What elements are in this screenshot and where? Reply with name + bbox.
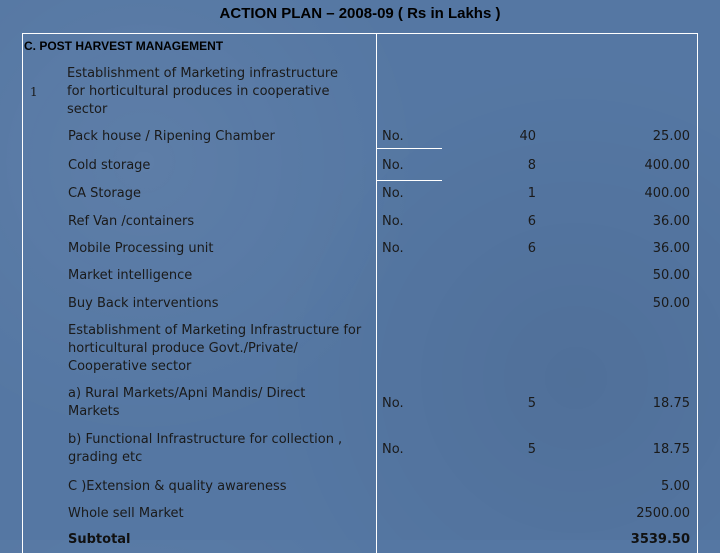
section-heading: C. POST HARVEST MANAGEMENT	[24, 39, 224, 53]
row-unit: No.	[382, 129, 404, 144]
row-unit: No.	[382, 396, 404, 411]
subtotal-label: Subtotal	[68, 532, 131, 547]
column-divider-item	[376, 33, 377, 553]
row-item: Pack house / Ripening Chamber	[68, 129, 275, 144]
row-qty: 6	[527, 241, 536, 256]
row-amount: 400.00	[644, 186, 690, 201]
row-qty: 6	[527, 214, 536, 229]
row-item: Cold storage	[68, 158, 151, 173]
row-item: b) Functional Infrastructure for collection , grading etc	[68, 432, 343, 465]
row-item: Mobile Processing unit	[68, 241, 214, 256]
row-qty: 40	[519, 129, 536, 144]
group-heading: Establishment of Marketing infrastructure for horticultural produces in cooperative sector	[67, 66, 338, 117]
table-left-border	[22, 33, 23, 553]
row-item: a) Rural Markets/Apni Mandis/ Direct Markets	[68, 386, 306, 419]
row-divider	[377, 148, 442, 149]
row-unit: No.	[382, 241, 404, 256]
row-amount: 5.00	[661, 479, 690, 494]
slide-title: ACTION PLAN – 2008-09 ( Rs in Lakhs )	[219, 5, 501, 22]
row-unit: No.	[382, 186, 404, 201]
row-item: Buy Back interventions	[68, 296, 219, 311]
row-unit: No.	[382, 442, 404, 457]
row-qty: 1	[527, 186, 536, 201]
serial-number: 1	[30, 85, 38, 99]
row-amount: 50.00	[652, 296, 690, 311]
row-amount: 18.75	[652, 442, 690, 457]
table-top-border	[22, 33, 698, 34]
row-divider	[377, 180, 442, 181]
row-amount: 400.00	[644, 158, 690, 173]
row-amount: 36.00	[652, 241, 690, 256]
row-item: Ref Van /containers	[68, 214, 195, 229]
row-amount: 18.75	[652, 396, 690, 411]
row-amount: 25.00	[652, 129, 690, 144]
row-item: Market intelligence	[68, 268, 193, 283]
row-amount: 36.00	[652, 214, 690, 229]
row-qty: 8	[527, 158, 536, 173]
row-qty: 5	[527, 442, 536, 457]
row-item: Whole sell Market	[68, 506, 184, 521]
row-amount: 50.00	[652, 268, 690, 283]
action-plan-table	[22, 33, 698, 553]
row-item: C )Extension & quality awareness	[68, 479, 287, 494]
row-unit: No.	[382, 214, 404, 229]
row-unit: No.	[382, 158, 404, 173]
group-heading: Establishment of Marketing Infrastructure for horticultural produce Govt./Private/ Cooperative sector	[68, 323, 362, 374]
table-right-border	[697, 33, 698, 553]
row-qty: 5	[527, 396, 536, 411]
subtotal-amount: 3539.50	[630, 532, 690, 547]
row-amount: 2500.00	[636, 506, 690, 521]
row-item: CA Storage	[68, 186, 141, 201]
